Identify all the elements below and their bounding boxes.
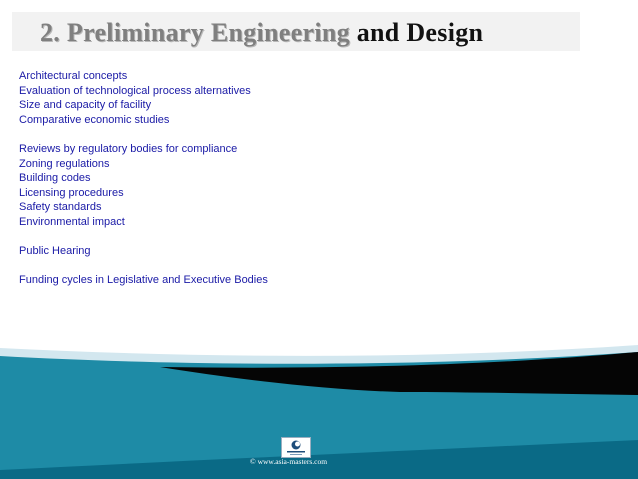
bullet-line: Environmental impact — [19, 215, 125, 228]
bullet-line: Building codes — [19, 172, 91, 185]
bullet-line: Public Hearing — [19, 245, 91, 258]
bullet-line: Zoning regulations — [19, 157, 110, 170]
footer-copyright: © www.asia-masters.com — [250, 457, 328, 466]
asia-masters-logo — [281, 437, 311, 458]
bullet-line: Evaluation of technological process alternatives — [19, 84, 251, 97]
bullet-line: Size and capacity of facility — [19, 99, 152, 112]
bullet-line: Licensing procedures — [19, 186, 124, 199]
slide-title-accent: 2. Preliminary Engineering — [40, 18, 350, 47]
bullet-line: Architectural concepts — [19, 70, 128, 82]
bullet-line: Reviews by regulatory bodies for compliance — [19, 142, 238, 155]
bullet-line: Comparative economic studies — [19, 113, 170, 126]
bullet-line: Funding cycles in Legislative and Executive Bodies — [19, 274, 268, 287]
slide-title-rest: and Design — [356, 18, 484, 47]
bullet-line: Safety standards — [19, 201, 102, 214]
